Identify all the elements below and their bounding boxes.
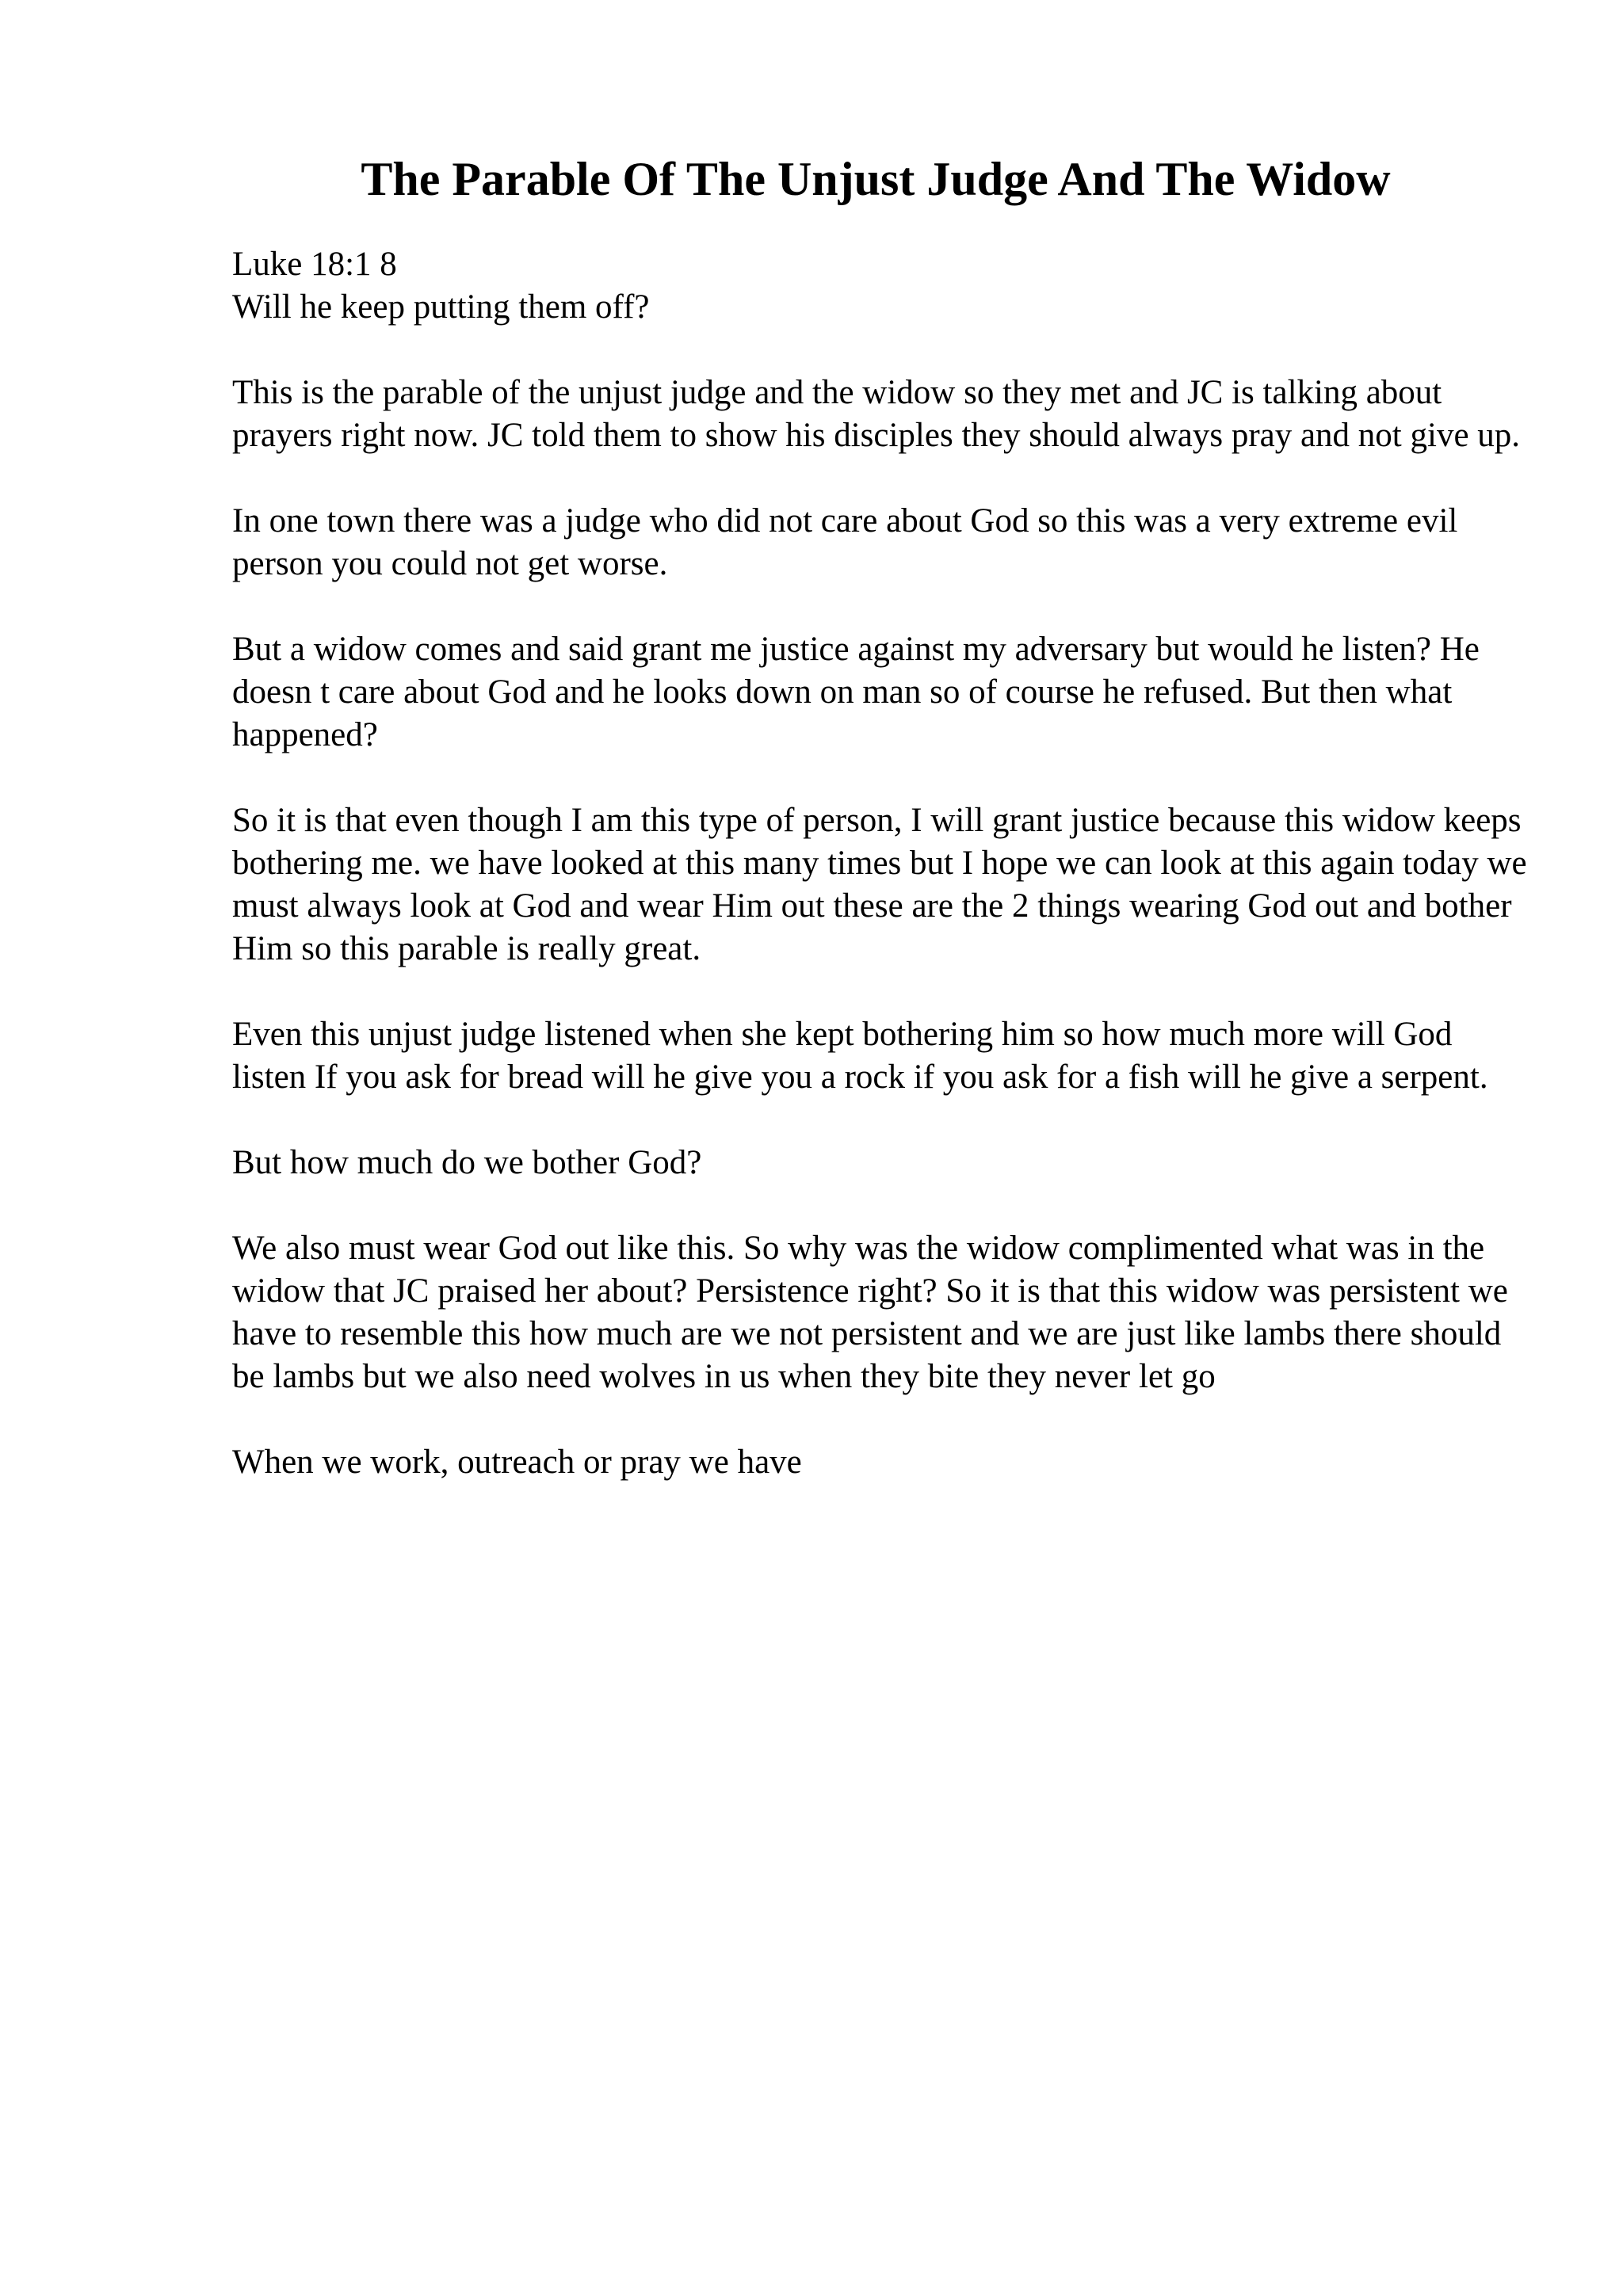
body-paragraph: We also must wear God out like this. So why was the widow complimented what was in the widow that JC praised her about? Persistence right? So it is that this widow was persistent we have to resemble this how much are we not persistent and we are just like lambs there should be lambs but we also need wolves in us when they bite they never let go [232, 1230, 1508, 1395]
document-title: The Parable Of The Unjust Judge And The Widow [361, 153, 1391, 205]
body-paragraph: Even this unjust judge listened when she kept bothering him so how much more will God listen If you ask for bread will he give you a rock if you ask for a fish will he give a serpent. [232, 1016, 1488, 1096]
document-subtitle: Will he keep putting them off? [232, 288, 650, 326]
body-paragraph: When we work, outreach or pray we have [232, 1444, 802, 1481]
scripture-reference: Luke 18:1 8 [232, 246, 397, 283]
body-paragraph: But a widow comes and said grant me justice against my adversary but would he listen? He doesn t care about God and he looks down on man so of course he refused. But then what happened? [232, 631, 1480, 753]
body-paragraph: So it is that even though I am this type of person, I will grant justice because this widow keeps bothering me. we have looked at this many times but I hope we can look at this again today we must always look at God and wear Him out these are the 2 things wearing God out and bother Him so this parable is really great. [232, 802, 1527, 967]
body-paragraph: This is the parable of the unjust judge and the widow so they met and JC is talking about prayers right now. JC told them to show his disciples they should always pray and not give up. [232, 374, 1521, 454]
document-body [232, 243, 1532, 1527]
body-paragraph: But how much do we bother God? [232, 1144, 702, 1181]
scripture-reference-block [232, 243, 1532, 329]
body-paragraph: In one town there was a judge who did not care about God so this was a very extreme evil person you could not get worse. [232, 502, 1458, 582]
